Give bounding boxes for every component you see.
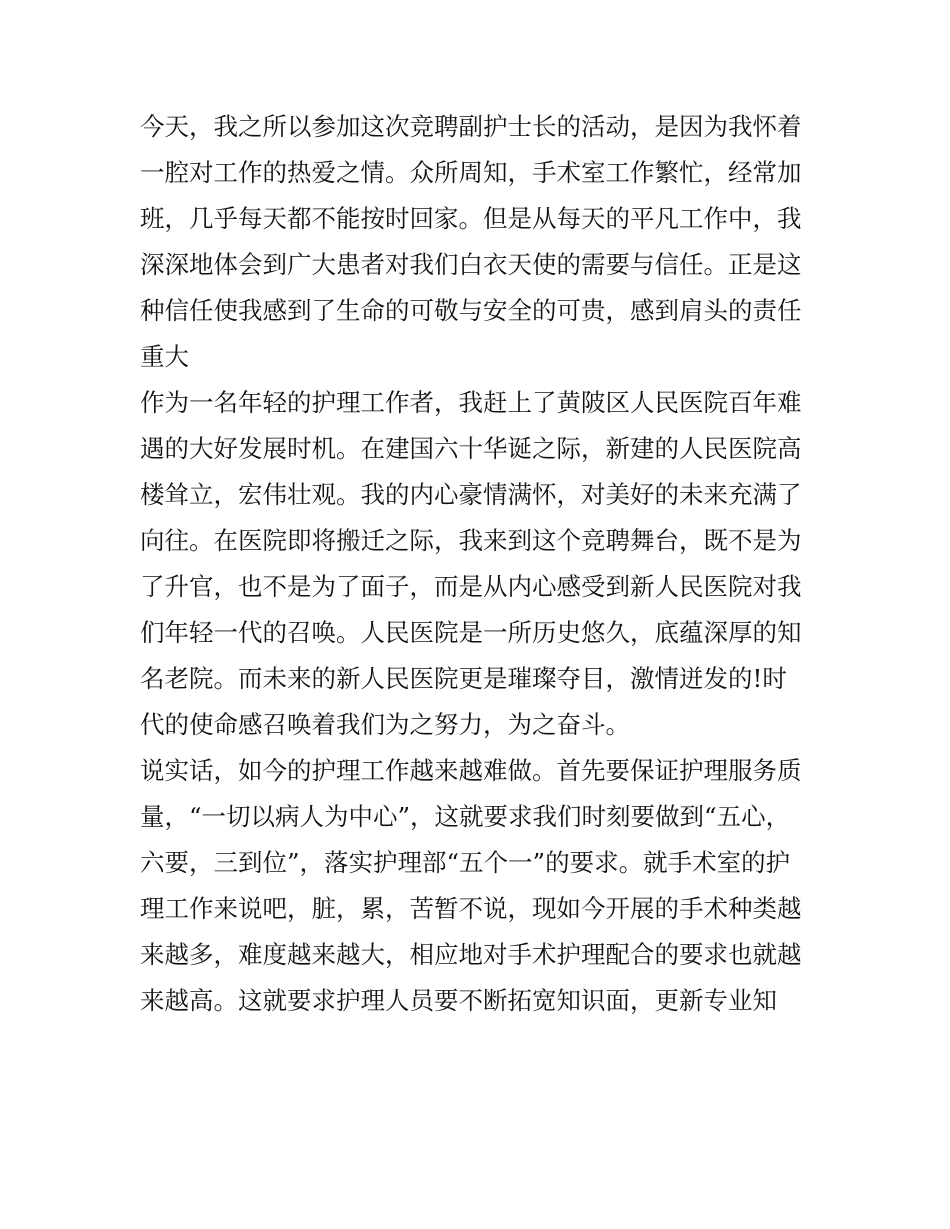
document-body: [140, 104, 820, 1024]
text-line: 代的使命感召唤着我们为之努力，为之奋斗。: [140, 710, 630, 739]
paragraph-3: [140, 748, 820, 1024]
text-line: 名老院。而未来的新人民医院更是璀璨夺目，激情迸发的!时: [140, 664, 787, 693]
text-line: 们年轻一代的召唤。人民医院是一所历史悠久，底蕴深厚的知: [140, 618, 802, 647]
text-line: 班，几乎每天都不能按时回家。但是从每天的平凡工作中，我: [140, 204, 802, 233]
text-line: 量，“一切以病人为中心”，这就要求我们时刻要做到“五心，: [140, 802, 791, 831]
text-line: 楼耸立，宏伟壮观。我的内心豪情满怀，对美好的未来充满了: [140, 480, 802, 509]
text-line: 一腔对工作的热爱之情。众所周知，手术室工作繁忙，经常加: [140, 158, 802, 187]
text-line: 种信任使我感到了生命的可敬与安全的可贵，感到肩头的责任: [140, 296, 802, 325]
text-line: 遇的大好发展时机。在建国六十华诞之际，新建的人民医院高: [140, 434, 802, 463]
text-line: 作为一名年轻的护理工作者，我赶上了黄陂区人民医院百年难: [140, 388, 802, 417]
paragraph-1: [140, 104, 820, 380]
text-line: 理工作来说吧，脏，累，苦暂不说，现如今开展的手术种类越: [140, 894, 802, 923]
text-line: 今天，我之所以参加这次竞聘副护士长的活动，是因为我怀着: [140, 112, 802, 141]
text-line: 重大: [140, 342, 189, 371]
text-line: 了升官，也不是为了面子，而是从内心感受到新人民医院对我: [140, 572, 802, 601]
text-line: 六要，三到位”，落实护理部“五个一”的要求。就手术室的护: [140, 848, 791, 877]
text-line: 来越高。这就要求护理人员要不断拓宽知识面，更新专业知: [140, 986, 777, 1015]
paragraph-2: [140, 380, 820, 748]
text-line: 向往。在医院即将搬迁之际，我来到这个竞聘舞台，既不是为: [140, 526, 802, 555]
text-line: 说实话，如今的护理工作越来越难做。首先要保证护理服务质: [140, 756, 802, 785]
text-line: 来越多，难度越来越大，相应地对手术护理配合的要求也就越: [140, 940, 802, 969]
text-line: 深深地体会到广大患者对我们白衣天使的需要与信任。正是这: [140, 250, 802, 279]
